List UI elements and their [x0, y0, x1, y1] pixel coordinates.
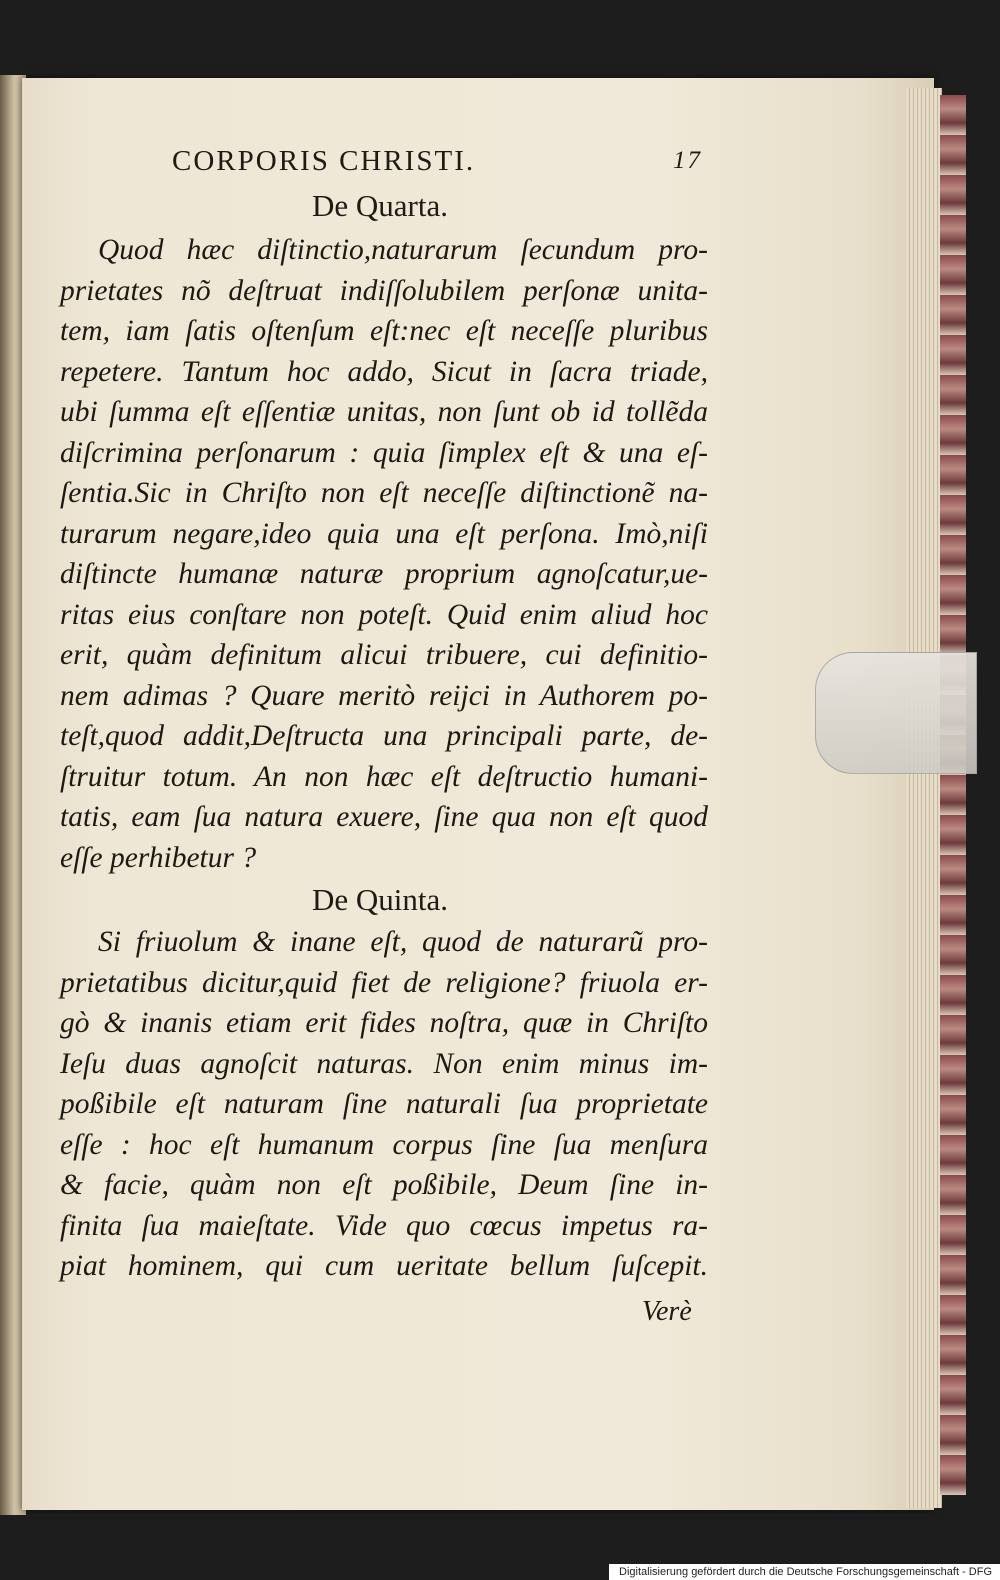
- text-line: diſtincte humanæ naturæ proprium agnoſcatur,ue-: [60, 558, 708, 590]
- text-line: nem adimas ? Quare meritò reijci in Authorem po-: [60, 679, 708, 712]
- paragraph-de-quinta: [60, 922, 708, 1287]
- text-line: Ieſu duas agnoſcit naturas. Non enim minus im-: [60, 1047, 708, 1080]
- text-line: Quod hæc diſtinctio,naturarum ſecundum pro-: [98, 234, 708, 266]
- catchword: Verè: [642, 1296, 692, 1327]
- text-line: teſt,quod addit,Deſtructa una principali parte, de-: [60, 720, 708, 752]
- text-line: ubi ſumma eſt eſſentiæ unitas, non ſunt ob id tollẽda: [60, 396, 708, 428]
- text-line: diſcrimina perſonarum : quia ſimplex eſt & una eſ-: [60, 436, 708, 469]
- text-line: & facie, quàm non eſt poßibile, Deum ſine in-: [60, 1169, 708, 1201]
- text-line: erit, quàm definitum alicui tribuere, cui definitio-: [60, 639, 708, 671]
- text-line: tem, iam ſatis oſtenſum eſt:nec eſt neceſſe pluribus: [60, 315, 708, 347]
- text-line: piat hominem, qui cum ueritate bellum ſuſcepit.: [60, 1250, 708, 1282]
- digitization-credit: Digitalisierung gefördert durch die Deutsche Forschungsgemeinschaft - DFG: [609, 1564, 1000, 1580]
- text-line: finita ſua maieſtate. Vide quo cœcus impetus ra-: [60, 1209, 708, 1242]
- running-title: CORPORIS CHRISTI.: [172, 145, 476, 177]
- text-line: repetere. Tantum hoc addo, Sicut in ſacra triade,: [60, 355, 708, 388]
- section-heading-de-quarta: De Quarta.: [312, 188, 448, 223]
- glass-weight-tab: [815, 652, 977, 774]
- text-line: gò & inanis etiam erit fides noſtra, quæ in Chriſto: [60, 1007, 708, 1039]
- text-line: prietates nõ deſtruat indiſſolubilem perſonæ unita-: [60, 274, 708, 307]
- page-number: 17: [673, 147, 702, 174]
- text-line: eſſe : hoc eſt humanum corpus ſine ſua menſura: [60, 1128, 708, 1161]
- text-line: Si friuolum & inane eſt, quod de naturarũ pro-: [98, 926, 708, 958]
- text-line: prietatibus dicitur,quid fiet de religione? friuola er-: [60, 966, 708, 999]
- text-line: ſtruitur totum. An non hæc eſt deſtructio humani-: [60, 760, 708, 793]
- text-line: eſſe perhibetur ?: [60, 841, 257, 874]
- page-edges: [906, 88, 942, 1508]
- text-line: ſentia.Sic in Chriſto non eſt neceſſe diſtinctionẽ na-: [60, 477, 708, 509]
- text-line: turarum negare,ideo quia una eſt perſona. Imò,niſi: [60, 517, 708, 550]
- cover-edge: [940, 95, 966, 1495]
- section-heading-de-quinta: De Quinta.: [311, 882, 449, 917]
- text-line: ritas eius conſtare non poteſt. Quid enim aliud hoc: [60, 598, 708, 631]
- text-line: tatis, eam ſua natura exuere, ſine qua non eſt quod: [60, 801, 708, 833]
- paragraph-de-quarta: [60, 230, 708, 878]
- text-line: poßibile eſt naturam ſine naturali ſua proprietate: [60, 1088, 708, 1120]
